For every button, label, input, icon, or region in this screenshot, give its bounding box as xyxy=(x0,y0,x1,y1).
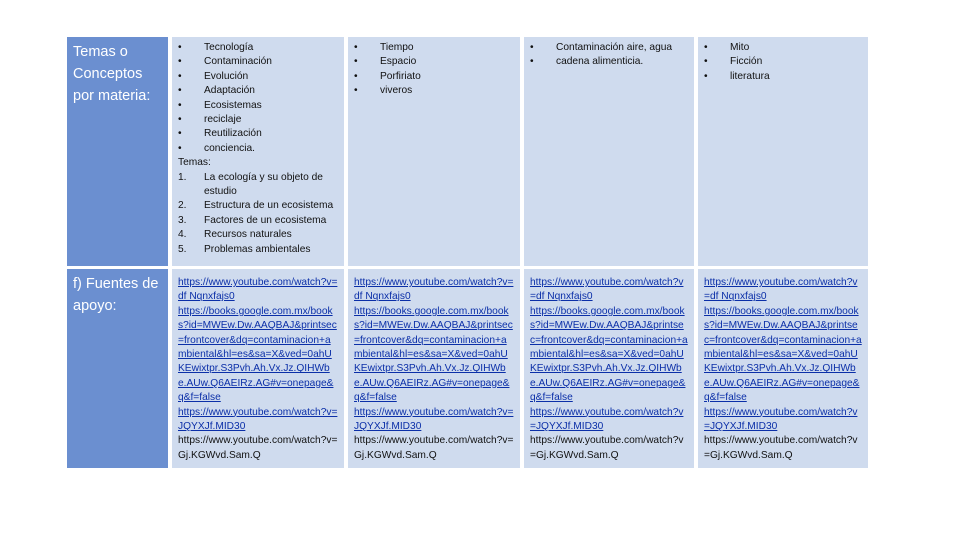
source-link[interactable]: https://www.youtube.com/watch?v=df Nqnxfajs0 xyxy=(354,277,514,303)
topics-col-1 xyxy=(172,37,344,266)
sources-col-2 xyxy=(348,269,520,468)
bullet-item: • Adaptación xyxy=(178,85,255,97)
sources-col-3 xyxy=(524,269,694,468)
bullet-item: • viveros xyxy=(354,85,413,97)
source-link[interactable]: https://books.google.com.mx/books?id=MWEw.Dw.AAQBAJ&printsec=frontcover&dq=contaminacion+ambiental&hl=es&sa=X&ved=0ahUKEwixtpr.S3Pvh.Ah.Vx.Jz.QIHWbe.AUw.Q6AEIRz.AG#v=onepage&q&f=false xyxy=(704,305,862,404)
source-link[interactable]: https://books.google.com.mx/books?id=MWEw.Dw.AAQBAJ&printsec=frontcover&dq=contaminacion+ambiental&hl=es&sa=X&ved=0ahUKEwixtpr.S3Pvh.Ah.Vx.Jz.QIHWbe.AUw.Q6AEIRz.AG#v=onepage&q&f=false xyxy=(354,305,513,404)
numbered-item: 4. Recursos naturales xyxy=(178,229,292,241)
source-link[interactable]: https://www.youtube.com/watch?v=JQYXJf.MID30 xyxy=(704,406,858,433)
numbered-item: 5. Problemas ambientales xyxy=(178,243,311,255)
bullet-item: • Ficción xyxy=(704,56,763,68)
bullet-item: • Tiempo xyxy=(354,42,414,53)
numbered-item: 3. Factores de un ecosistema xyxy=(178,214,327,226)
source-link[interactable]: https://books.google.com.mx/books?id=MWEw.Dw.AAQBAJ&printsec=frontcover&dq=contaminacion+ambiental&hl=es&sa=X&ved=0ahUKEwixtpr.S3Pvh.Ah.Vx.Jz.QIHWbe.AUw.Q6AEIRz.AG#v=onepage&q&f=false xyxy=(178,305,337,404)
topics-col-2 xyxy=(348,37,520,266)
bullet-item: • Espacio xyxy=(354,56,417,68)
bullet-item: • Tecnología xyxy=(178,42,254,53)
source-link[interactable]: https://www.youtube.com/watch?v=df Nqnxfajs0 xyxy=(178,277,338,303)
numbered-item: 1. La ecología y su objeto de estudio xyxy=(178,171,323,198)
sources-col-4 xyxy=(698,269,868,468)
source-link[interactable]: https://books.google.com.mx/books?id=MWEw.Dw.AAQBAJ&printsec=frontcover&dq=contaminacion+ambiental&hl=es&sa=X&ved=0ahUKEwixtpr.S3Pvh.Ah.Vx.Jz.QIHWbe.AUw.Q6AEIRz.AG#v=onepage&q&f=false xyxy=(530,305,688,404)
source-url-text: https://www.youtube.com/watch?v=Gj.KGWvd.Sam.Q xyxy=(354,435,514,461)
sources-col-1 xyxy=(172,269,344,468)
bullet-item: • reciclaje xyxy=(178,114,242,126)
bullet-item: • Contaminación aire, agua xyxy=(530,42,673,53)
header-temas: Temas o Conceptos por materia: xyxy=(67,37,168,266)
bullet-item: • Reutilización xyxy=(178,128,262,140)
bullet-item: • Evolución xyxy=(178,70,249,82)
topics-col-4 xyxy=(698,37,868,266)
source-link[interactable]: https://www.youtube.com/watch?v=df Nqnxfajs0 xyxy=(704,277,858,303)
bullet-item: • Mito xyxy=(704,42,750,53)
bullet-item: • cadena alimenticia. xyxy=(530,56,644,68)
content-table xyxy=(67,37,862,468)
bullet-item: • literatura xyxy=(704,70,770,82)
source-url-text: https://www.youtube.com/watch?v=Gj.KGWvd.Sam.Q xyxy=(704,435,858,461)
bullet-item: • Porfiriato xyxy=(354,70,421,82)
header-fuentes: f) Fuentes de apoyo: xyxy=(67,269,168,468)
source-link[interactable]: https://www.youtube.com/watch?v=JQYXJf.MID30 xyxy=(178,406,338,433)
numbered-item: 2. Estructura de un ecosistema xyxy=(178,200,334,212)
bullet-item: • conciencia. xyxy=(178,142,255,154)
bullet-item: • Contaminación xyxy=(178,56,272,68)
source-link[interactable]: https://www.youtube.com/watch?v=df Nqnxfajs0 xyxy=(530,277,684,303)
source-url-text: https://www.youtube.com/watch?v=Gj.KGWvd.Sam.Q xyxy=(178,435,338,461)
topics-col-3 xyxy=(524,37,694,266)
bullet-item: • Ecosistemas xyxy=(178,99,262,111)
temas-label: Temas: xyxy=(178,157,211,169)
source-link[interactable]: https://www.youtube.com/watch?v=JQYXJf.MID30 xyxy=(530,406,684,433)
source-url-text: https://www.youtube.com/watch?v=Gj.KGWvd.Sam.Q xyxy=(530,435,684,461)
source-link[interactable]: https://www.youtube.com/watch?v=JQYXJf.MID30 xyxy=(354,406,514,433)
